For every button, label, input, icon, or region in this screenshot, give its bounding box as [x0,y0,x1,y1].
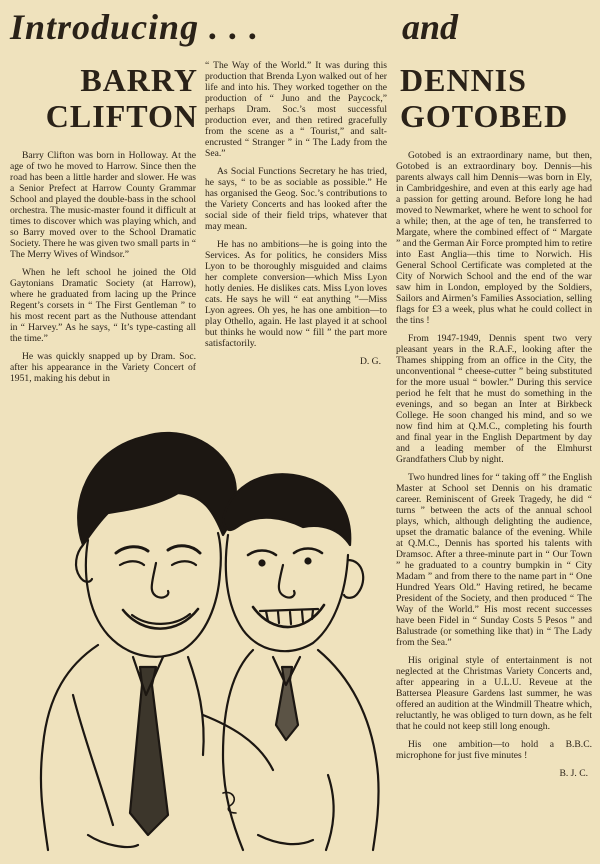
paragraph: Barry Clifton was born in Holloway. At the age of two he moved to Harrow. Since then the road has been a little harder and slower. He was a Senior Prefect at Harrow County Grammar School and played the double-bass in the school orchestra. The music-master found it difficult at times to discover which was playing which, and so Barry moved over to the School Dramatic Society. There he was given two small parts in “ The Merry Wives of Windsor.” [10,150,196,260]
signature-dg: D. G. [359,356,381,367]
right-tie [276,667,298,740]
paragraph: He has no ambitions—he is going into the Services. As for politics, he considers Miss Lyon to be thoroughly misguided and claims her complete conversion—which Miss Lyon hotly denies. He dislikes cats. Miss Lyon loves cats. He says he will “ eat anything ”—Miss Lyon agrees. Oh yes, he has one ambition—to play Othello, again. He last played it at school but thinks he would now “ fill ” the part more satisfactorily. [205,239,387,349]
paragraph: “ The Way of the World.” It was during this production that Brenda Lyon walked out of her life and into his. They worked together on the production of “ Juno and the Paycock,” perhaps Dram. Soc.’s most successful production ever, and then retired gracefully from the scene as a “ Tourist,” and salt-encrusted “ Stranger ” in “ The Lady from the Sea.” [205,60,387,159]
paragraph: His original style of entertainment is not neglected at the Christmas Variety Concerts and, after appearing in a U.L.U. Reveue at the Battersea Pleasure Gardens last summer, he was offered an audition at the Windmill Theatre which, reluctantly, he was obliged to turn down, as he felt that he could not keep still long enough. [396,655,592,732]
name-barry-clifton: BARRY CLIFTON [45,62,198,134]
paragraph: As Social Functions Secretary he has tried, he says, “ to be as sociable as possible.” He has organised the Geog. Soc.’s contributions to the Variety Concerts and has looked after the social side of their field trips, whatever that may mean. [205,166,387,232]
right-jacket [223,650,253,850]
signature-bjc: B. J. C. [559,768,588,779]
left-tie [130,667,168,835]
right-face [226,535,348,651]
name-dennis-gotobed: DENNIS GOTOBED [400,62,569,134]
paragraph: He was quickly snapped up by Dram. Soc. after his appearance in the Variety Concert of 1951, making his debut in [10,351,196,384]
left-hair [78,433,236,545]
paragraph: Two hundred lines for “ taking off ” the English Master at School set Dennis on his dramatic career. Reminiscent of Greek Tragedy, he did “ turns ” between the acts of the annual school plays, which, although delighting the audience, upset the dramatic balance of the evening. While at Q.M.C., Dennis has sported his talents with Dramsoc. After a three-minute part in “ Our Town ” he graduated to a country bumpkin in “ City Madam ” and from there to the name part in “ One Hundred Years Old.” Having retired, he became President of the Society, and then produced “ The Way of the World.” His most recent successes have been Fidel in “ Sunday Costs 5 Pesos ” and Balustrade (or something like that) in “ The Lady from the Sea.” [396,472,592,648]
headline-introducing: Introducing . . . [10,7,260,47]
paragraph: Gotobed is an extraordinary name, but then, Gotobed is an extraordinary boy. Dennis—his parents always call him Dennis—was born in Ely, in Cambridgeshire, and even at this early age had a passion for getting around. Before long he had moved to Newmarket, where he went to school for a while; then, at the age of ten, he transferred to Margate, where the combined effect of “ Margate ” and the German Air Force prompted him to retire into East Anglia—this time to Norwich. His General School Certificate was completed at the City of Norwich School and the end of the war saw him in London, employed by the Soldiers, Sailors and Airmen’s Families Association, selling flags for £3 a week, plus what he could collect in the tins ! [396,150,592,326]
column-middle [205,60,387,367]
column-right [396,150,592,779]
right-hair [223,474,350,545]
paragraph: When he left school he joined the Old Gaytonians Dramatic Society (at Harrow), where he graduated from lacing up the Prince Regent’s corsets in “ The First Gentleman ” to his most recent part as the Nuthouse attendant in “ Harvey.” As he says, “ It’s type-casting all the time.” [10,267,196,344]
paragraph: From 1947-1949, Dennis spent two very pleasant years in the R.A.F., looking after the Thames shipping from an office in the City, the unconventional “ cheese-cutter ” being substituted for the more usual “ bowler.” During this service period he felt that he must do something in the evenings, and so began an Inter at Birkbeck College. He soon changed his mind, and so we now find him at Q.M.C., completing his fourth and final year in the English Department by day and a leading member of the Elmhurst Grandfathers Club by night. [396,333,592,465]
paragraph: His one ambition—to hold a B.B.C. microphone for just five minutes ! [396,739,592,761]
caricature-illustration [28,395,388,855]
headline-and: and [402,7,459,47]
column-left [10,150,196,391]
